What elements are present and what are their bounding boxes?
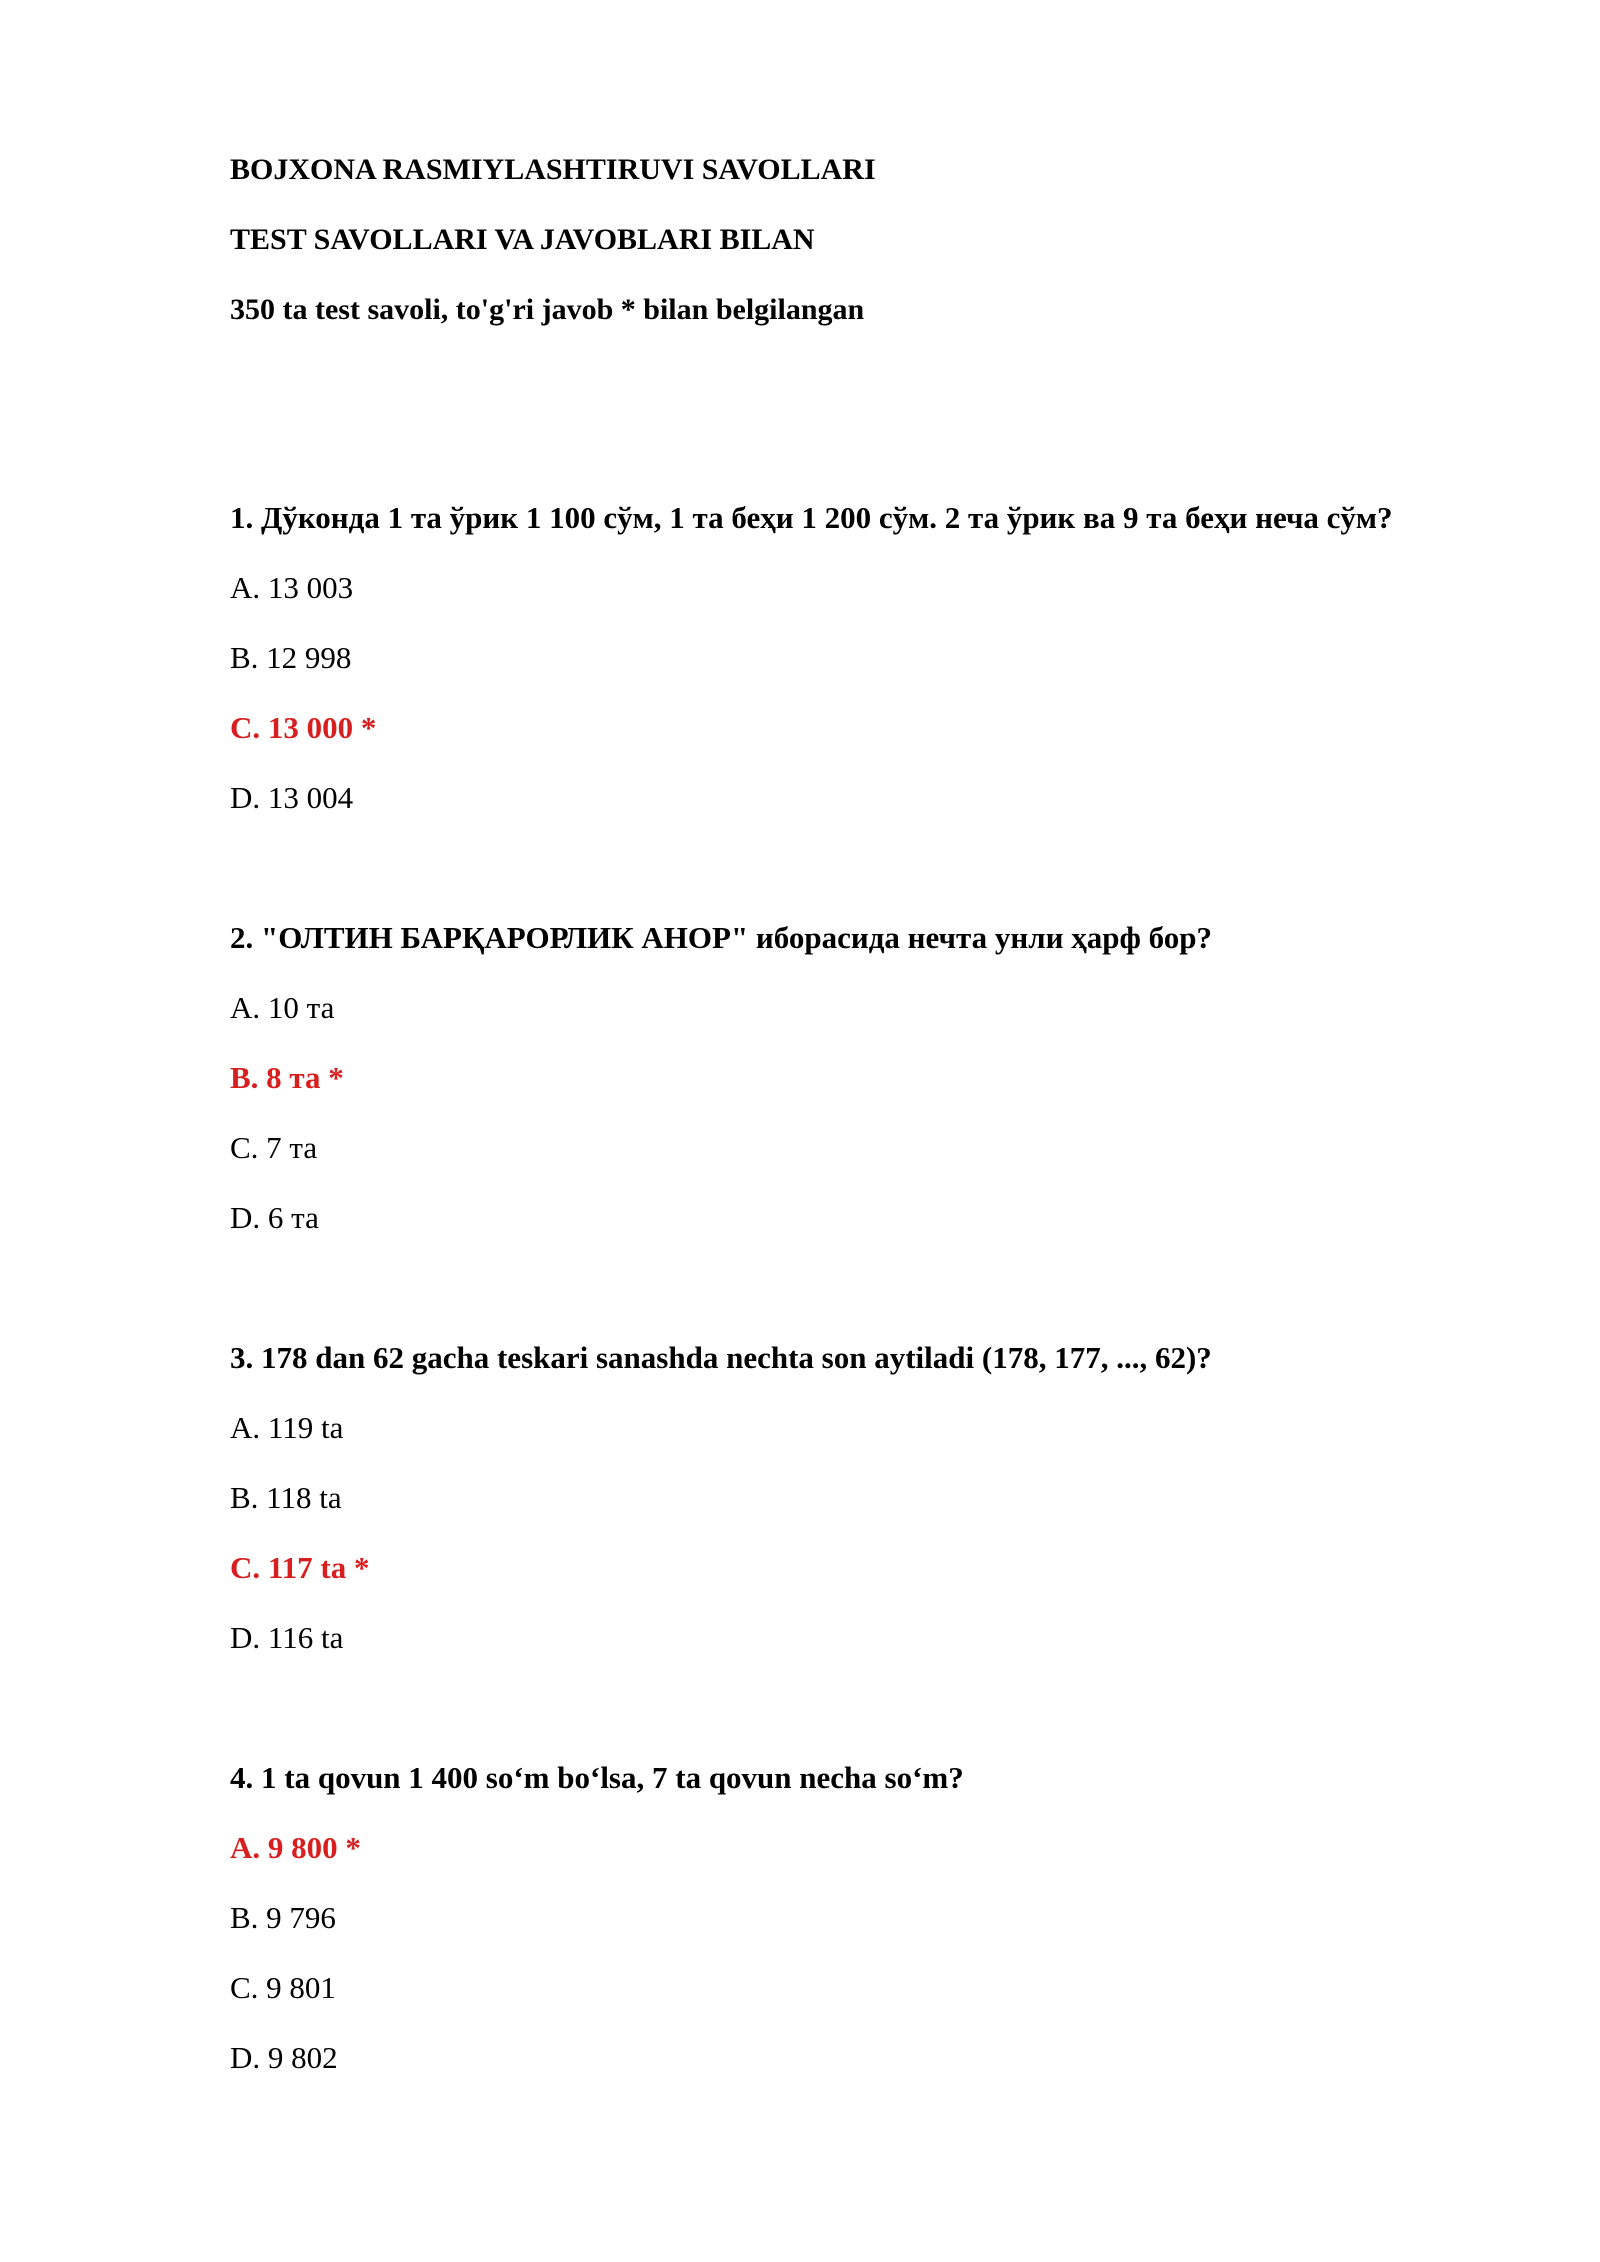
question-list	[230, 500, 1530, 2180]
answer-option: C. 7 та	[230, 1130, 318, 1165]
question-text: 4. 1 ta qovun 1 400 so‘m bo‘lsa, 7 ta qovun necha so‘m?	[230, 1760, 964, 1795]
answer-option: B. 12 998	[230, 640, 352, 675]
document-header	[230, 152, 1490, 362]
question-text: 1. Дўконда 1 та ўрик 1 100 сўм, 1 та беҳи 1 200 сўм. 2 та ўрик ва 9 та беҳи неча сўм?	[230, 500, 1393, 535]
document-note: 350 ta test savoli, to'g'ri javob * bilan belgilangan	[230, 293, 865, 326]
answer-option: C. 9 801	[230, 1970, 336, 2005]
question-text: 2. "ОЛТИН БАРҚАРОРЛИК АНОР" иборасида нечта унли ҳарф бор?	[230, 920, 1212, 955]
document-subtitle: TEST SAVOLLARI VA JAVOBLARI BILAN	[230, 223, 815, 256]
answer-option: C. 117 ta *	[230, 1550, 370, 1585]
question-1	[230, 500, 1530, 920]
answer-option: C. 13 000 *	[230, 710, 377, 745]
answer-option: A. 10 та	[230, 990, 335, 1025]
question-4	[230, 1760, 1530, 2180]
document-title: BOJXONA RASMIYLASHTIRUVI SAVOLLARI	[230, 153, 876, 186]
question-3	[230, 1340, 1530, 1760]
answer-option: A. 119 ta	[230, 1410, 344, 1445]
answer-option: B. 9 796	[230, 1900, 336, 1935]
answer-option: D. 9 802	[230, 2040, 338, 2075]
answer-option: B. 8 та *	[230, 1060, 344, 1095]
question-text: 3. 178 dan 62 gacha teskari sanashda nechta son aytiladi (178, 177, ..., 62)?	[230, 1340, 1212, 1375]
answer-option: D. 116 ta	[230, 1620, 344, 1655]
answer-option: A. 9 800 *	[230, 1830, 361, 1865]
question-2	[230, 920, 1530, 1340]
answer-option: B. 118 ta	[230, 1480, 342, 1515]
answer-option: D. 13 004	[230, 780, 354, 815]
answer-option: D. 6 та	[230, 1200, 319, 1235]
answer-option: A. 13 003	[230, 570, 354, 605]
